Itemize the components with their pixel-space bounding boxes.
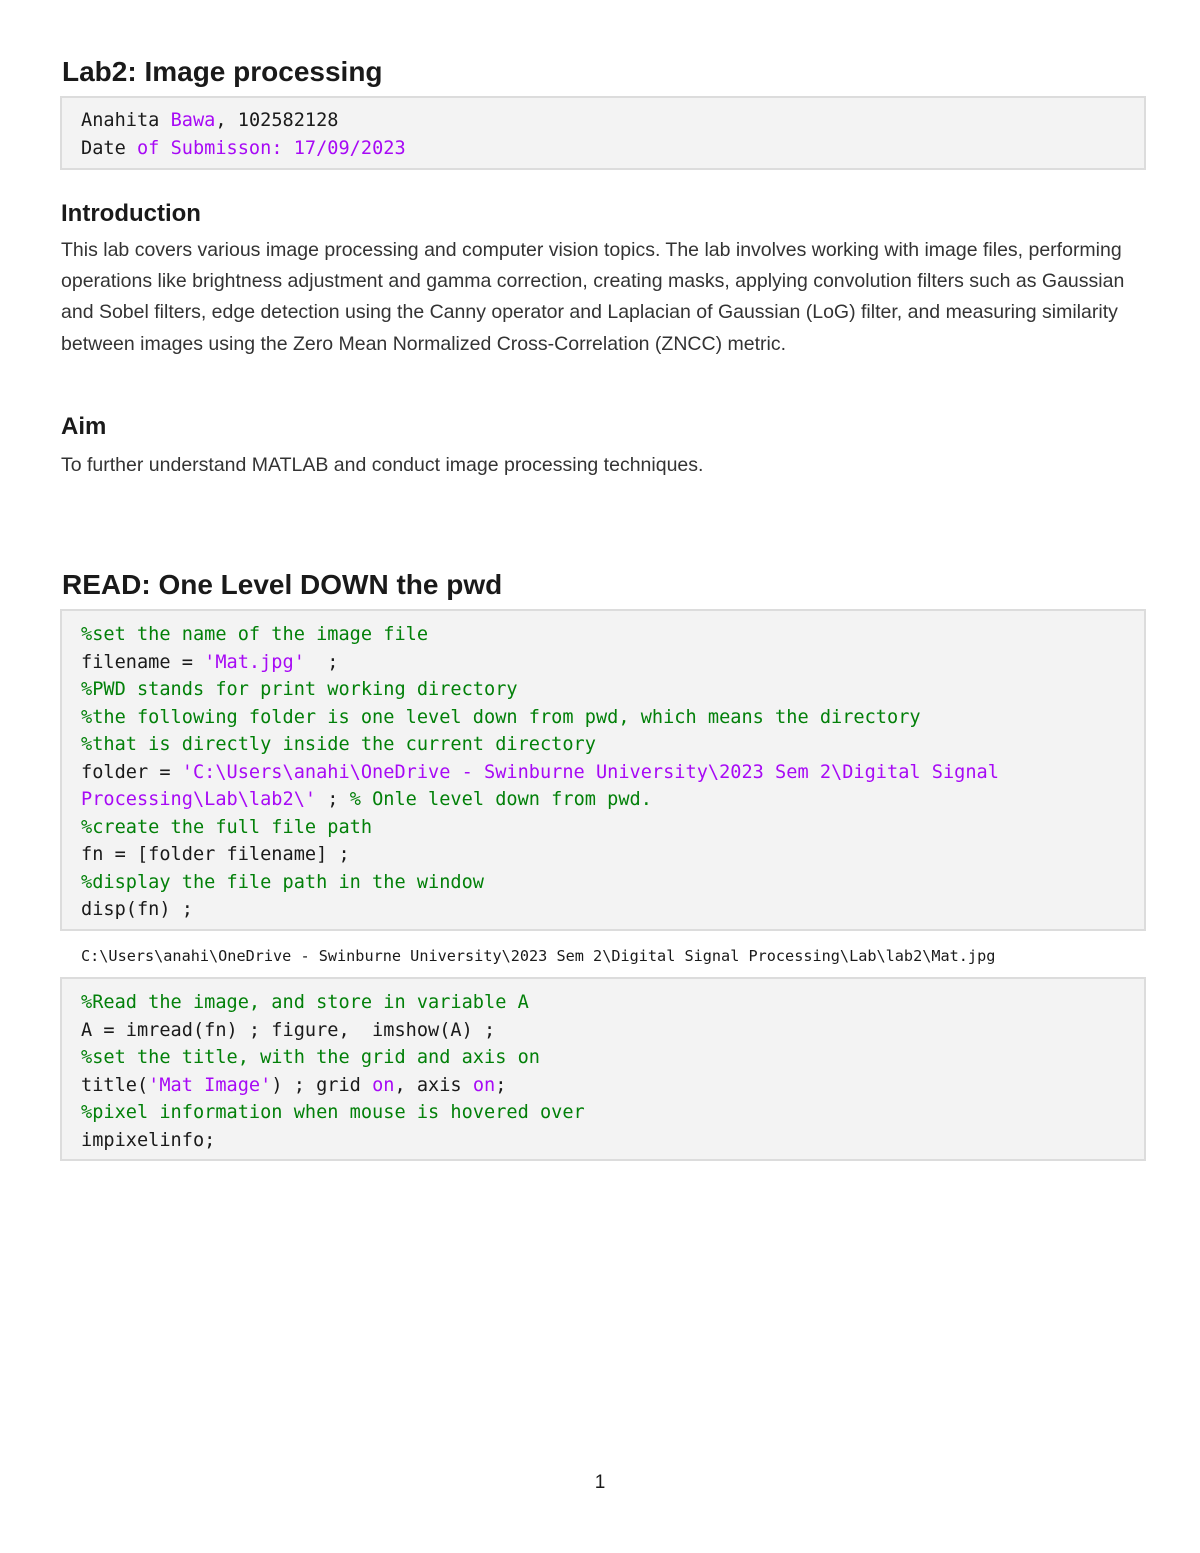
read-section-heading: READ: One Level DOWN the pwd [62,569,503,600]
aim-body: To further understand MATLAB and conduct image processing techniques. [61,454,704,476]
code-line [81,759,1144,787]
code-comment: %display the file path in the window [81,871,484,893]
code-comment: %set the name of the image file [81,624,429,645]
code-line [81,649,1144,677]
submission-date-line [81,135,1144,163]
author-info-box [60,96,1146,170]
code-output: C:\Users\anahi\OneDrive - Swinburne University\2023 Sem 2\Digital Signal Processing\Lab\lab2\Mat.jpg [81,947,996,965]
code-text: ; [304,651,339,673]
code-line: A = imread(fn) ; figure, imshow(A) ; [81,1019,496,1041]
code-text: ) ; grid [271,1074,373,1096]
code-string: 'C:\Users\anahi\OneDrive - Swinburne University\2023 Sem 2\Digital Signal [181,761,999,783]
aim-heading: Aim [61,413,107,440]
code-block-read-file [60,609,1146,931]
code-string: on [372,1074,395,1096]
code-string: 'Mat Image' [148,1074,272,1096]
author-first-name: Anahita [81,110,160,131]
code-text: , axis [394,1074,473,1096]
introduction-heading: Introduction [61,200,201,227]
code-text: filename = [81,651,205,673]
of-word: of [136,137,160,159]
code-line [81,1072,1144,1100]
code-comment: %pixel information when mouse is hovered over [81,1102,585,1123]
code-block-show-image [60,977,1146,1161]
code-comment: %the following folder is one level down from pwd, which means the directory [81,706,921,728]
date-word: Date [81,137,137,159]
code-text: ; [495,1074,507,1096]
code-string: 'Mat.jpg' [204,651,305,673]
code-line: disp(fn) ; [81,899,193,920]
submission-date: Submisson: 17/09/2023 [159,137,406,159]
author-line [81,107,1144,135]
code-text: title( [81,1074,149,1096]
code-line [81,786,1144,814]
code-string: on [472,1074,496,1096]
author-space [159,110,170,131]
code-text: ; [316,789,350,810]
introduction-body: This lab covers various image processing and computer vision topics. The lab involves working with image files, performing operations like brightness adjustment and gamma correction, creating masks, applying convolution filters such as Gaussian and Sobel filters, edge detection using the Canny operator and Laplacian of Gaussian (LoG) filter, and measuring similarity between images using the Zero Mean Normalized Cross-Correlation (ZNCC) metric. [61,239,1125,355]
code-comment: %set the title, with the grid and axis on [81,1047,540,1068]
code-text: folder = [81,761,182,783]
code-comment: %create the full file path [81,816,373,838]
code-line: fn = [folder filename] ; [81,844,350,865]
student-id: , 102582128 [215,110,339,131]
code-string: Processing\Lab\lab2\' [81,789,317,810]
document-title: Lab2: Image processing [62,56,383,87]
code-comment: % Onle level down from pwd. [349,789,652,810]
code-comment: %PWD stands for print working directory [81,679,518,700]
author-surname: Bawa [170,110,216,131]
code-comment: %that is directly inside the current directory [81,734,596,755]
page-number: 1 [594,1472,606,1493]
code-line: impixelinfo; [81,1129,216,1151]
code-comment: %Read the image, and store in variable A [81,992,529,1013]
